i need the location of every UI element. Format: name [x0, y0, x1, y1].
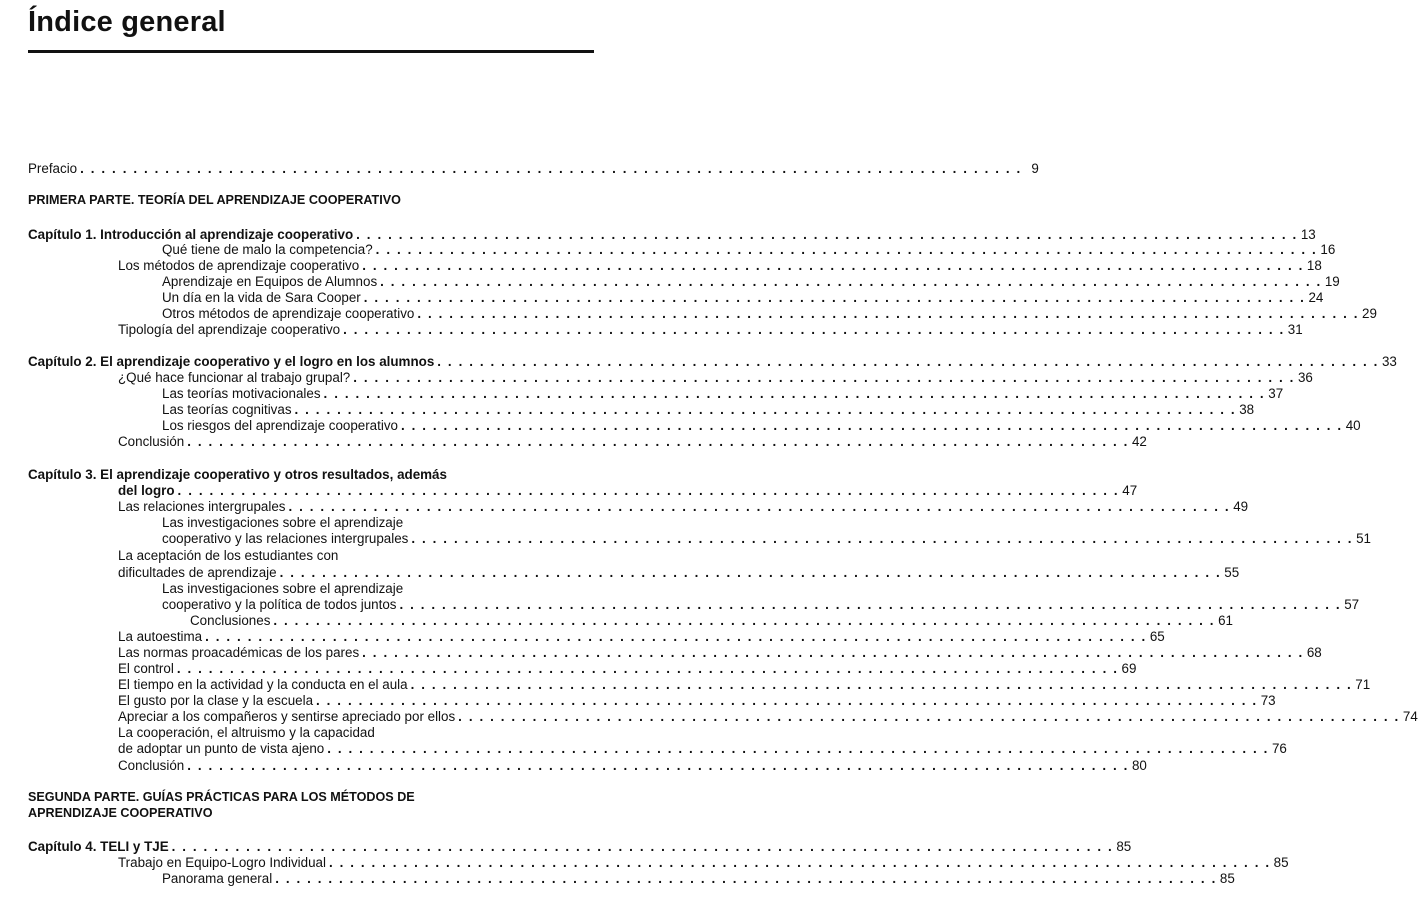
- toc-entry[interactable]: [162, 418, 1361, 433]
- toc-entry[interactable]: [162, 306, 1377, 321]
- toc-entry-label: Qué tiene de malo la competencia?: [162, 242, 373, 257]
- toc-page-number: 33: [1381, 354, 1397, 369]
- chapter-title: Capítulo 1. Introducción al aprendizaje cooperativo: [28, 227, 354, 242]
- toc-entry[interactable]: [118, 693, 1276, 708]
- toc-chapter-1[interactable]: [28, 227, 1316, 242]
- toc-entry[interactable]: [118, 565, 1240, 580]
- toc-entry[interactable]: [118, 434, 1147, 449]
- dot-leader: . . . . . . . . . . . . . . . . . . . . . . . . . . . . . . . . . . . . . . . . . . . . . . . . . . . . . . . . . . . . . . . . . . . . . . . . . . . . . . . . . . . . . . . . .: [363, 290, 1306, 305]
- dot-leader: . . . . . . . . . . . . . . . . . . . . . . . . . . . . . . . . . . . . . . . . . . . . . . . . . . . . . . . . . . . . . . . . . . . . . . . . . . . . . . . . . . . . . . . . .: [279, 565, 1222, 580]
- toc-entry[interactable]: [162, 871, 1235, 886]
- toc-entry-label: Otros métodos de aprendizaje cooperativo: [162, 306, 415, 321]
- dot-leader: . . . . . . . . . . . . . . . . . . . . . . . . . . . . . . . . . . . . . . . . . . . . . . . . . . . . . . . . . . . . . . . . . . . . . . . . . . . . . . . . . . . . . . . . .: [294, 402, 1237, 417]
- toc-entry[interactable]: [118, 758, 1147, 773]
- toc-page-number: 65: [1149, 629, 1165, 644]
- toc-page-number: 24: [1308, 290, 1324, 305]
- toc-page-number: 61: [1218, 613, 1233, 628]
- dot-leader: . . . . . . . . . . . . . . . . . . . . . . . . . . . . . . . . . . . . . . . . . . . . . . . . . . . . . . . . . . . . . . . . . . . . . . . . . . . . . . . . . . . . . . . . .: [375, 242, 1318, 257]
- dot-leader: . . . . . . . . . . . . . . . . . . . . . . . . . . . . . . . . . . . . . . . . . . . . . . . . . . . . . . . . . . . . . . . . . . . . . . . . . . . . . . . . . . . . . . . . .: [410, 677, 1353, 692]
- toc-entry-label: Los métodos de aprendizaje cooperativo: [118, 258, 360, 273]
- toc-entry[interactable]: [118, 645, 1322, 660]
- dot-leader: . . . . . . . . . . . . . . . . . . . . . . . . . . . . . . . . . . . . . . . . . . . . . . . . . . . . . . . . . . . . . . . . . . . . . . . . . . . . . . . . . . . . . . . . .: [399, 597, 1342, 612]
- toc-entry-label: El tiempo en la actividad y la conducta en el aula: [118, 677, 408, 692]
- toc-entry[interactable]: [162, 597, 1360, 612]
- toc-page-number: 51: [1356, 531, 1371, 546]
- toc-entry-label: El control: [118, 661, 174, 676]
- toc-entry[interactable]: [118, 661, 1137, 676]
- toc-entry-label: cooperativo y las relaciones intergrupales: [162, 531, 409, 546]
- toc-page-number: 69: [1121, 661, 1137, 676]
- toc-entry[interactable]: [118, 370, 1313, 385]
- dot-leader: . . . . . . . . . . . . . . . . . . . . . . . . . . . . . . . . . . . . . . . . . . . . . . . . . . . . . . . . . . . . . . . . . . . . . . . . . . . . . . . . . . . . . . . . .: [400, 418, 1343, 433]
- toc-entry[interactable]: [162, 274, 1340, 289]
- toc-page-number: 49: [1233, 499, 1249, 514]
- dot-leader: . . . . . . . . . . . . . . . . . . . . . . . . . . . . . . . . . . . . . . . . . . . . . . . . . . . . . . . . . . . . . . . . . . . . . . . . . . . . . . . . . . . . . . . . .: [323, 386, 1266, 401]
- toc-entry[interactable]: [118, 322, 1303, 337]
- toc-page-number: 57: [1344, 597, 1360, 612]
- toc-page-number: 18: [1306, 258, 1322, 273]
- toc-entry-prefacio[interactable]: [28, 161, 1039, 176]
- part-heading-2-line-1: SEGUNDA PARTE. GUÍAS PRÁCTICAS PARA LOS MÉTODOS DE: [28, 790, 415, 804]
- toc-page-number: 47: [1122, 483, 1138, 498]
- toc-entry-label: de adoptar un punto de vista ajeno: [118, 741, 325, 756]
- toc-page-number: 85: [1116, 839, 1132, 854]
- toc-page-number: 16: [1320, 242, 1336, 257]
- toc-entry[interactable]: [162, 290, 1324, 305]
- toc-entry[interactable]: [118, 499, 1249, 514]
- part-heading-1: PRIMERA PARTE. TEORÍA DEL APRENDIZAJE COOPERATIVO: [28, 193, 401, 207]
- toc-entry[interactable]: [118, 855, 1289, 870]
- toc-entry[interactable]: [118, 258, 1322, 273]
- page-title: Índice general: [28, 6, 226, 38]
- toc-page-number: 13: [1300, 227, 1316, 242]
- toc-entry-label: ¿Qué hace funcionar al trabajo grupal?: [118, 370, 351, 385]
- toc-chapter-3[interactable]: [118, 483, 1138, 498]
- dot-leader: . . . . . . . . . . . . . . . . . . . . . . . . . . . . . . . . . . . . . . . . . . . . . . . . . . . . . . . . . . . . . . . . . . . . . . . . . . . . . . . . . . . . . . . . .: [356, 227, 1298, 242]
- toc-page-number: 76: [1271, 741, 1287, 756]
- toc-page-number: 71: [1355, 677, 1371, 692]
- toc-page-number: 31: [1287, 322, 1303, 337]
- toc-entry-label: Conclusión: [118, 434, 185, 449]
- toc-page-number: 85: [1273, 855, 1289, 870]
- dot-leader: . . . . . . . . . . . . . . . . . . . . . . . . . . . . . . . . . . . . . . . . . . . . . . . . . . . . . . . . . . . . . . . . . . . . . . . . . . . . . . . . . . . . . . . . .: [343, 322, 1285, 337]
- dot-leader: . . . . . . . . . . . . . . . . . . . . . . . . . . . . . . . . . . . . . . . . . . . . . . . . . . . . . . . . . . . . . . . . . . . . . . . . . . . . . . . . . . . . . . . . .: [411, 531, 1354, 546]
- toc-entry-label: Panorama general: [162, 871, 273, 886]
- toc-entry-label: La autoestima: [118, 629, 203, 644]
- toc-entry[interactable]: [162, 386, 1284, 401]
- toc-page-number: 85: [1219, 871, 1235, 886]
- toc-entry-label: cooperativo y la política de todos juntos: [162, 597, 397, 612]
- dot-leader: . . . . . . . . . . . . . . . . . . . . . . . . . . . . . . . . . . . . . . . . . . . . . . . . . . . . . . . . . . . . . . . . . . . . . . . . . . . . . . . . . . . . . . . . .: [353, 370, 1295, 385]
- dot-leader: . . . . . . . . . . . . . . . . . . . . . . . . . . . . . . . . . . . . . . . . . . . . . . . . . . . . . . . . . . . . . . . . . . . . . . . . . . . . . . . . . . . . . . . . .: [275, 871, 1217, 886]
- toc-entry-label: Las teorías cognitivas: [162, 402, 292, 417]
- dot-leader: . . . . . . . . . . . . . . . . . . . . . . . . . . . . . . . . . . . . . . . . . . . . . . . . . . . . . . . . . . . . . . . . . . . . . . . . . . . . . . . . . . . . . . . . .: [316, 693, 1258, 708]
- toc-entry[interactable]: [190, 613, 1233, 628]
- toc-page-number: 19: [1324, 274, 1340, 289]
- toc-entry-line-1[interactable]: La aceptación de los estudiantes con: [118, 548, 339, 563]
- toc-entry-line-1[interactable]: Las investigaciones sobre el aprendizaje: [162, 515, 404, 530]
- dot-leader: . . . . . . . . . . . . . . . . . . . . . . . . . . . . . . . . . . . . . . . . . . . . . . . . . . . . . . . . . . . . . . . . . . . . . . . . . . . . . . . . . . . . . . . . .: [80, 161, 1022, 176]
- toc-page-number: 73: [1260, 693, 1276, 708]
- toc-entry[interactable]: [162, 531, 1371, 546]
- dot-leader: . . . . . . . . . . . . . . . . . . . . . . . . . . . . . . . . . . . . . . . . . . . . . . . . . . . . . . . . . . . . . . . . . . . . . . . . . . . . . . . . . . . . . . . . .: [171, 839, 1114, 854]
- toc-page-number: 74: [1402, 709, 1418, 724]
- toc-page-number: 55: [1224, 565, 1240, 580]
- toc-entry[interactable]: [118, 629, 1165, 644]
- dot-leader: . . . . . . . . . . . . . . . . . . . . . . . . . . . . . . . . . . . . . . . . . . . . . . . . . . . . . . . . . . . . . . . . . . . . . . . . . . . . . . . . . . . . . . . . .: [187, 758, 1129, 773]
- toc-entry-label: El gusto por la clase y la escuela: [118, 693, 314, 708]
- dot-leader: . . . . . . . . . . . . . . . . . . . . . . . . . . . . . . . . . . . . . . . . . . . . . . . . . . . . . . . . . . . . . . . . . . . . . . . . . . . . . . . . . . . . . . . . .: [417, 306, 1360, 321]
- dot-leader: . . . . . . . . . . . . . . . . . . . . . . . . . . . . . . . . . . . . . . . . . . . . . . . . . . . . . . . . . . . . . . . . . . . . . . . . . . . . . . . . . . . . . . . . .: [273, 613, 1216, 628]
- part-heading-2-line-2: APRENDIZAJE COOPERATIVO: [28, 806, 213, 820]
- dot-leader: . . . . . . . . . . . . . . . . . . . . . . . . . . . . . . . . . . . . . . . . . . . . . . . . . . . . . . . . . . . . . . . . . . . . . . . . . . . . . . . . . . . . . . . . .: [205, 629, 1147, 644]
- toc-entry-label: Los riesgos del aprendizaje cooperativo: [162, 418, 398, 433]
- toc-entry[interactable]: [118, 741, 1287, 756]
- toc-page-number: 36: [1297, 370, 1313, 385]
- chapter-title: Capítulo 4. TELI y TJE: [28, 839, 169, 854]
- toc-entry-label: Conclusiones: [190, 613, 271, 628]
- dot-leader: . . . . . . . . . . . . . . . . . . . . . . . . . . . . . . . . . . . . . . . . . . . . . . . . . . . . . . . . . . . . . . . . . . . . . . . . . . . . . . . . . . . . . . . . .: [437, 354, 1379, 369]
- toc-entry-label: Prefacio: [28, 161, 78, 176]
- toc-page-number: 37: [1268, 386, 1284, 401]
- toc-entry[interactable]: [162, 402, 1255, 417]
- toc-page-number: 9: [1031, 161, 1039, 176]
- chapter-3-title-line-1[interactable]: Capítulo 3. El aprendizaje cooperativo y otros resultados, además: [28, 467, 447, 482]
- toc-entry-line-1[interactable]: Las investigaciones sobre el aprendizaje: [162, 581, 404, 596]
- toc-chapter-2[interactable]: [28, 354, 1397, 369]
- chapter-title: Capítulo 2. El aprendizaje cooperativo y el logro en los alumnos: [28, 354, 435, 369]
- dot-leader: . . . . . . . . . . . . . . . . . . . . . . . . . . . . . . . . . . . . . . . . . . . . . . . . . . . . . . . . . . . . . . . . . . . . . . . . . . . . . . . . . . . . . . . . .: [187, 434, 1129, 449]
- dot-leader: . . . . . . . . . . . . . . . . . . . . . . . . . . . . . . . . . . . . . . . . . . . . . . . . . . . . . . . . . . . . . . . . . . . . . . . . . . . . . . . . . . . . . . . . .: [458, 709, 1400, 724]
- toc-page-number: 42: [1131, 434, 1147, 449]
- toc-page-number: 40: [1345, 418, 1361, 433]
- dot-leader: . . . . . . . . . . . . . . . . . . . . . . . . . . . . . . . . . . . . . . . . . . . . . . . . . . . . . . . . . . . . . . . . . . . . . . . . . . . . . . . . . . . . . . . . .: [288, 499, 1231, 514]
- toc-entry-label: Apreciar a los compañeros y sentirse apreciado por ellos: [118, 709, 456, 724]
- toc-entry[interactable]: [118, 709, 1418, 724]
- toc-entry-label: dificultades de aprendizaje: [118, 565, 277, 580]
- toc-entry[interactable]: [162, 242, 1336, 257]
- toc-entry-label: Las relaciones intergrupales: [118, 499, 286, 514]
- toc-entry-line-1[interactable]: La cooperación, el altruismo y la capacidad: [118, 725, 375, 740]
- toc-entry[interactable]: [118, 677, 1371, 692]
- toc-entry-label: Las normas proacadémicas de los pares: [118, 645, 360, 660]
- toc-entry-label: Conclusión: [118, 758, 185, 773]
- toc-entry-label: Un día en la vida de Sara Cooper: [162, 290, 361, 305]
- toc-entry-label: Trabajo en Equipo-Logro Individual: [118, 855, 326, 870]
- dot-leader: . . . . . . . . . . . . . . . . . . . . . . . . . . . . . . . . . . . . . . . . . . . . . . . . . . . . . . . . . . . . . . . . . . . . . . . . . . . . . . . . . . . . . . . . .: [362, 645, 1304, 660]
- toc-page-number: 68: [1306, 645, 1322, 660]
- toc-page-number: 38: [1239, 402, 1255, 417]
- toc-page-number: 80: [1131, 758, 1147, 773]
- dot-leader: . . . . . . . . . . . . . . . . . . . . . . . . . . . . . . . . . . . . . . . . . . . . . . . . . . . . . . . . . . . . . . . . . . . . . . . . . . . . . . . . . . . . . . . . .: [327, 741, 1269, 756]
- dot-leader: . . . . . . . . . . . . . . . . . . . . . . . . . . . . . . . . . . . . . . . . . . . . . . . . . . . . . . . . . . . . . . . . . . . . . . . . . . . . . . . . . . . . . . . . .: [176, 661, 1119, 676]
- dot-leader: . . . . . . . . . . . . . . . . . . . . . . . . . . . . . . . . . . . . . . . . . . . . . . . . . . . . . . . . . . . . . . . . . . . . . . . . . . . . . . . . . . . . . . . . .: [177, 483, 1120, 498]
- toc-entry-label: Aprendizaje en Equipos de Alumnos: [162, 274, 378, 289]
- dot-leader: . . . . . . . . . . . . . . . . . . . . . . . . . . . . . . . . . . . . . . . . . . . . . . . . . . . . . . . . . . . . . . . . . . . . . . . . . . . . . . . . . . . . . . . . .: [328, 855, 1271, 870]
- dot-leader: . . . . . . . . . . . . . . . . . . . . . . . . . . . . . . . . . . . . . . . . . . . . . . . . . . . . . . . . . . . . . . . . . . . . . . . . . . . . . . . . . . . . . . . . .: [380, 274, 1322, 289]
- chapter-title: del logro: [118, 483, 175, 498]
- toc-page-number: 29: [1362, 306, 1377, 321]
- toc-chapter-4[interactable]: [28, 839, 1132, 854]
- toc-entry-label: Tipología del aprendizaje cooperativo: [118, 322, 341, 337]
- toc-entry-label: Las teorías motivacionales: [162, 386, 321, 401]
- dot-leader: . . . . . . . . . . . . . . . . . . . . . . . . . . . . . . . . . . . . . . . . . . . . . . . . . . . . . . . . . . . . . . . . . . . . . . . . . . . . . . . . . . . . . . . . .: [362, 258, 1304, 273]
